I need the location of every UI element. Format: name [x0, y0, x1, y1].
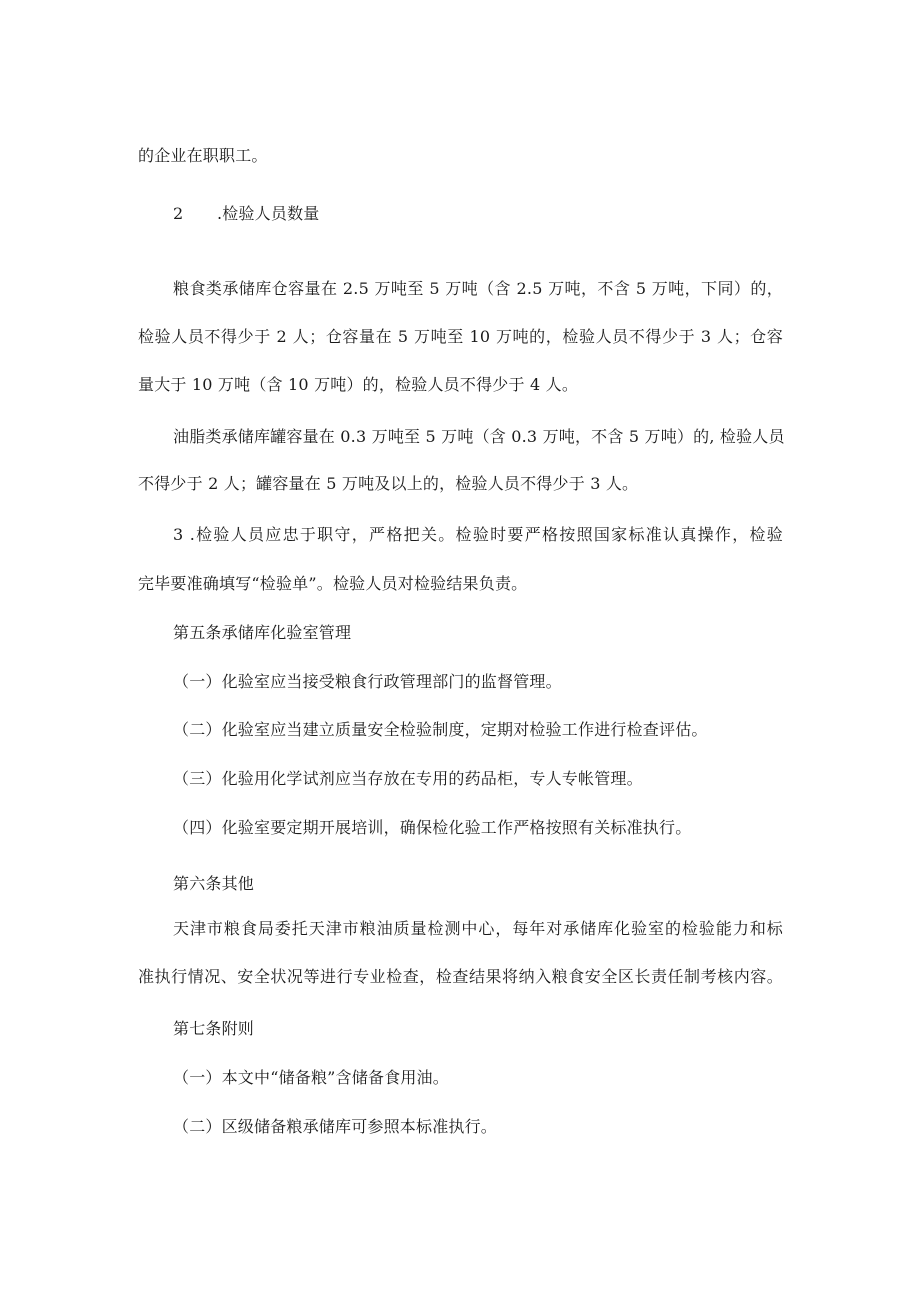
oil-para-line-1: 油脂类承储库罐容量在 0.3 万吨至 5 万吨（含 0.3 万吨，不含 5 万吨）的, 检验人员	[173, 427, 785, 446]
grain-para-line-2: 检验人员不得少于 2 人；仓容量在 5 万吨至 10 万吨的，检验人员不得少于 3 人；仓容	[138, 327, 783, 346]
continuation-line: 的企业在职职工。	[138, 146, 268, 165]
para-3-line-1: 3 .检验人员应忠于职守，严格把关。检验时要严格按照国家标准认真操作，检验	[173, 525, 783, 544]
grain-para-line-1: 粮食类承储库仓容量在 2.5 万吨至 5 万吨（含 2.5 万吨，不含 5 万吨，下同）的，	[173, 279, 783, 298]
section-2-number: 2	[173, 204, 184, 223]
oil-para-line-2: 不得少于 2 人；罐容量在 5 万吨及以上的，检验人员不得少于 3 人。	[138, 474, 639, 493]
article-7-item-1: （一）本文中“储备粮”含储备食用油。	[173, 1068, 449, 1087]
article-5-item-4: （四）化验室要定期开展培训，确保检化验工作严格按照有关标准执行。	[173, 818, 692, 837]
article-5-item-1: （一）化验室应当接受粮食行政管理部门的监督管理。	[173, 672, 562, 691]
article-5-title: 第五条承储库化验室管理	[173, 623, 352, 642]
article-6-body-line-2: 准执行情况、安全状况等进行专业检查，检查结果将纳入粮食安全区长责任制考核内容。	[138, 967, 783, 986]
article-5-item-3: （三）化验用化学试剂应当存放在专用的药品柜，专人专帐管理。	[173, 769, 643, 788]
para-3-line-2: 完毕要准确填写“检验单”。检验人员对检验结果负责。	[138, 574, 528, 593]
grain-para-line-3: 量大于 10 万吨（含 10 万吨）的，检验人员不得少于 4 人。	[138, 375, 579, 394]
article-6-title: 第六条其他	[173, 874, 255, 893]
article-7-item-2: （二）区级储备粮承储库可参照本标准执行。	[173, 1117, 498, 1136]
article-5-item-2: （二）化验室应当建立质量安全检验制度，定期对检验工作进行检查评估。	[173, 720, 708, 739]
article-7-title: 第七条附则	[173, 1019, 255, 1038]
article-6-body-line-1: 天津市粮食局委托天津市粮油质量检测中心，每年对承储库化验室的检验能力和标	[173, 919, 783, 938]
section-2-heading	[173, 204, 320, 224]
section-2-title: .检验人员数量	[217, 204, 320, 223]
